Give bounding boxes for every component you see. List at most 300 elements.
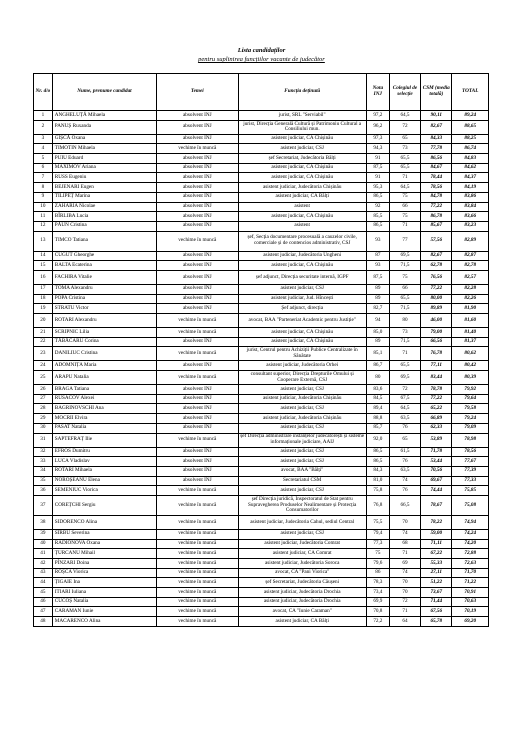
cell-basis: vechime în muncă	[157, 486, 238, 496]
cell-nr: 38	[34, 515, 53, 529]
cell-csm-average: 71,44	[421, 597, 452, 607]
cell-basis: vechime în muncă	[157, 549, 238, 559]
cell-inj-score: 86,5	[366, 457, 389, 467]
cell-inj-score: 86,5	[366, 221, 389, 231]
cell-nr: 32	[34, 447, 53, 457]
cell-inj-score: 86	[366, 568, 389, 578]
cell-basis: vechime în muncă	[157, 617, 238, 627]
cell-csm-average: 86,78	[421, 212, 452, 222]
cell-name: POPA Cristina	[52, 294, 156, 304]
cell-nr: 40	[34, 539, 53, 549]
cell-basis: absolvent INJ	[157, 202, 238, 212]
cell-csm-average: 80,00	[421, 294, 452, 304]
cell-basis: vechime în muncă	[157, 597, 238, 607]
cell-basis: absolvent INJ	[157, 294, 238, 304]
cell-csm-average: 70,56	[421, 466, 452, 476]
cell-basis: absolvent INJ	[157, 111, 238, 121]
cell-selection-board: 66,5	[389, 495, 420, 515]
cell-csm-average: 59,00	[421, 529, 452, 539]
cell-name: RUSACOV Alexei	[52, 394, 156, 404]
cell-selection-board: 68	[389, 539, 420, 549]
cell-total: 89,24	[452, 111, 489, 121]
table-row	[34, 414, 489, 424]
cell-total: 77,67	[452, 457, 489, 467]
table-row	[34, 495, 489, 515]
cell-total: 79,92	[452, 385, 489, 395]
cell-inj-score: 76,8	[366, 495, 389, 515]
cell-nr: 19	[34, 304, 53, 314]
cell-total: 80,42	[452, 361, 489, 371]
cell-inj-score: 69,9	[366, 597, 389, 607]
table-row	[34, 466, 489, 476]
cell-nr: 15	[34, 261, 53, 271]
cell-inj-score: 80	[366, 371, 389, 385]
cell-nr: 29	[34, 414, 53, 424]
cell-total: 81,40	[452, 328, 489, 338]
cell-selection-board: 70	[389, 515, 420, 529]
cell-name: TIMOTIN Mihaela	[52, 144, 156, 154]
cell-position: asistent judiciar, CA Chișinău	[238, 173, 366, 183]
cell-basis: absolvent INJ	[157, 134, 238, 144]
cell-nr: 10	[34, 202, 53, 212]
cell-total: 69,20	[452, 617, 489, 627]
cell-basis: absolvent INJ	[157, 270, 238, 284]
cell-name: PUIU Eduard	[52, 154, 156, 164]
cell-csm-average: 62,33	[421, 423, 452, 433]
cell-position: avocat, BAA "Parteneriat Academic pentru Justiție"	[238, 314, 366, 328]
cell-nr: 24	[34, 361, 53, 371]
cell-inj-score: 87	[366, 251, 389, 261]
cell-name: TOMA Alexandru	[52, 284, 156, 294]
table-row	[34, 183, 489, 193]
table-row	[34, 270, 489, 284]
cell-total: 81,90	[452, 304, 489, 314]
cell-name: PANUȘ Ruxanda	[52, 120, 156, 134]
cell-nr: 34	[34, 466, 53, 476]
table-row	[34, 486, 489, 496]
cell-position: asistent judiciar, Judecătoria Chișinău	[238, 394, 366, 404]
cell-position: Secretariatul CSM	[238, 476, 366, 486]
cell-selection-board: 69	[389, 559, 420, 569]
cell-name: MAXIMOV Ariana	[52, 163, 156, 173]
cell-name: TIMCO Tatiana	[52, 231, 156, 251]
cell-position: asistent judiciar, CSJ	[238, 423, 366, 433]
table-row	[34, 597, 489, 607]
cell-selection-board: 66	[389, 284, 420, 294]
cell-total: 82,89	[452, 231, 489, 251]
cell-total: 88,25	[452, 134, 489, 144]
cell-name: CUGUT Gheorghe	[52, 251, 156, 261]
cell-basis: absolvent INJ	[157, 476, 238, 486]
cell-total: 77,33	[452, 476, 489, 486]
cell-name: RADIONOVA Oxana	[52, 539, 156, 549]
cell-csm-average: 67,56	[421, 607, 452, 617]
cell-basis: absolvent INJ	[157, 337, 238, 347]
cell-nr: 30	[34, 423, 53, 433]
cell-selection-board: 65	[389, 134, 420, 144]
cell-selection-board: 70	[389, 578, 420, 588]
cell-name: SCRIPNIC Lilia	[52, 328, 156, 338]
cell-name: ȚURCANU Mihail	[52, 549, 156, 559]
cell-position: asistent judiciar, CA Chișinău	[238, 337, 366, 347]
cell-selection-board: 69,5	[389, 251, 420, 261]
cell-position: asistent judiciar, Jud. Hîncești	[238, 294, 366, 304]
cell-selection-board: 65,5	[389, 294, 420, 304]
cell-name: CARAMAN Iunie	[52, 607, 156, 617]
cell-position: asistent judiciar, Judecătoria Ungheni	[238, 251, 366, 261]
cell-selection-board: 64,5	[389, 183, 420, 193]
table-row	[34, 154, 489, 164]
cell-name: BALTA Ecaterina	[52, 261, 156, 271]
cell-name: ȚIGAIE Ina	[52, 578, 156, 588]
cell-nr: 31	[34, 433, 53, 447]
cell-name: BÎRLIBA Lucia	[52, 212, 156, 222]
cell-basis: vechime în muncă	[157, 144, 238, 154]
cell-nr: 28	[34, 404, 53, 414]
cell-csm-average: 66,56	[421, 337, 452, 347]
cell-position: asistent judiciar, CA Chișinău	[238, 134, 366, 144]
col-header-basis: Temei	[157, 74, 238, 111]
cell-csm-average: 79,00	[421, 328, 452, 338]
col-header-selection-board: Colegiul de selecție	[389, 74, 420, 111]
cell-position: jurist, SRL "Serviabil"	[238, 111, 366, 121]
cell-total: 78,98	[452, 433, 489, 447]
cell-nr: 2	[34, 120, 53, 134]
cell-basis: absolvent INJ	[157, 394, 238, 404]
col-header-position: Funcția deținută	[238, 74, 366, 111]
document-title: Lista candidaților	[237, 47, 286, 54]
cell-nr: 3	[34, 134, 53, 144]
cell-inj-score: 95,3	[366, 183, 389, 193]
cell-nr: 12	[34, 221, 53, 231]
cell-selection-board: 64	[389, 617, 420, 627]
cell-position: jurist, Centrul pentru Achiziții Publice Centralizate în Sănătate	[238, 347, 366, 361]
cell-csm-average: 66,89	[421, 414, 452, 424]
cell-csm-average: 55,33	[421, 559, 452, 569]
table-row	[34, 284, 489, 294]
cell-position: asistent judiciar, Judecătoria Drochia	[238, 597, 366, 607]
cell-inj-score: 75,5	[366, 515, 389, 529]
cell-inj-score: 85,1	[366, 347, 389, 361]
table-row	[34, 607, 489, 617]
table-row	[34, 212, 489, 222]
table-row	[34, 447, 489, 457]
cell-inj-score: 89	[366, 294, 389, 304]
table-row	[34, 173, 489, 183]
cell-position: asistent judiciar, CA Chișinău	[238, 212, 366, 222]
cell-nr: 23	[34, 347, 53, 361]
cell-nr: 4	[34, 144, 53, 154]
cell-basis: absolvent INJ	[157, 304, 238, 314]
cell-csm-average: 76,56	[421, 270, 452, 284]
cell-nr: 33	[34, 457, 53, 467]
cell-nr: 37	[34, 495, 53, 515]
cell-inj-score: 97,3	[366, 134, 389, 144]
cell-csm-average: 77,22	[421, 284, 452, 294]
cell-csm-average: 78,44	[421, 173, 452, 183]
cell-basis: absolvent INJ	[157, 404, 238, 414]
cell-csm-average: 57,56	[421, 231, 452, 251]
cell-position: șef, Secția documentare procesuală a cauzelor civile, comerciale și de contencios administrativ, CSJ	[238, 231, 366, 251]
cell-nr: 21	[34, 328, 53, 338]
table-row	[34, 559, 489, 569]
cell-position: asistent judiciar, CA Chișinău	[238, 261, 366, 271]
cell-position: asistent judiciar, CSJ	[238, 385, 366, 395]
cell-name: ADOMNIȚA Maria	[52, 361, 156, 371]
cell-name: SIDORENCO Alina	[52, 515, 156, 529]
table-row	[34, 578, 489, 588]
table-row	[34, 144, 489, 154]
cell-inj-score: 85,5	[366, 212, 389, 222]
cell-csm-average: 84,33	[421, 134, 452, 144]
cell-position: avocat, CA "Pani Viorica"	[238, 568, 366, 578]
cell-csm-average: 84,78	[421, 192, 452, 202]
cell-csm-average: 78,78	[421, 385, 452, 395]
cell-position: șef Direcția administrare instanțelor judecătorești și sisteme informaționale judiciare, AAIJ	[238, 433, 366, 447]
cell-nr: 11	[34, 212, 53, 222]
cell-nr: 47	[34, 607, 53, 617]
cell-nr: 16	[34, 270, 53, 284]
cell-csm-average: 71,78	[421, 447, 452, 457]
cell-inj-score: 94,3	[366, 144, 389, 154]
cell-basis: vechime în muncă	[157, 314, 238, 328]
cell-name: CUCOȘ Natalia	[52, 597, 156, 607]
cell-total: 79,24	[452, 414, 489, 424]
col-header-csm-average: CSM (media totală)	[421, 74, 452, 111]
cell-total: 74,24	[452, 529, 489, 539]
cell-basis: absolvent INJ	[157, 385, 238, 395]
cell-name: SEMENIUC Viorica	[52, 486, 156, 496]
cell-total: 86,74	[452, 144, 489, 154]
cell-inj-score: 96,2	[366, 120, 389, 134]
cell-total: 84,83	[452, 154, 489, 164]
cell-csm-average: 65,78	[421, 617, 452, 627]
cell-position: avocat, CA "Iunie Caraman"	[238, 607, 366, 617]
cell-selection-board: 65,5	[389, 154, 420, 164]
cell-total: 75,08	[452, 495, 489, 515]
cell-name: NOROȘEANU Elena	[52, 476, 156, 486]
table-row	[34, 328, 489, 338]
cell-inj-score: 86,5	[366, 192, 389, 202]
cell-inj-score: 97,2	[366, 111, 389, 121]
cell-inj-score: 86,7	[366, 361, 389, 371]
cell-nr: 18	[34, 294, 53, 304]
cell-name: MOCRII Elvira	[52, 414, 156, 424]
cell-basis: vechime în muncă	[157, 588, 238, 598]
cell-position: avocat, BAA "Bălți"	[238, 466, 366, 476]
cell-basis: absolvent INJ	[157, 212, 238, 222]
cell-total: 82,26	[452, 294, 489, 304]
cell-nr: 9	[34, 192, 53, 202]
cell-inj-score: 79,6	[366, 559, 389, 569]
cell-position: șef Direcția juridică, Inspectoratul de Stat pentru Supravegherea Produselor Nealimentare și Protecția Consumatorilor	[238, 495, 366, 515]
cell-name: MACARENCO Alina	[52, 617, 156, 627]
cell-inj-score: 81,0	[366, 476, 389, 486]
cell-nr: 25	[34, 371, 53, 385]
cell-inj-score: 72,2	[366, 617, 389, 627]
cell-total: 80,62	[452, 347, 489, 361]
table-row	[34, 347, 489, 361]
cell-basis: absolvent INJ	[157, 154, 238, 164]
cell-total: 88,65	[452, 120, 489, 134]
cell-total: 72,63	[452, 559, 489, 569]
cell-name: ROTARI Alexandru	[52, 314, 156, 328]
table-header-row	[34, 74, 489, 111]
cell-inj-score: 70,8	[366, 607, 389, 617]
cell-basis: vechime în muncă	[157, 347, 238, 361]
cell-inj-score: 75	[366, 549, 389, 559]
cell-inj-score: 88,8	[366, 414, 389, 424]
cell-selection-board: 75	[389, 270, 420, 284]
cell-csm-average: 53,89	[421, 433, 452, 447]
cell-csm-average: 77,78	[421, 144, 452, 154]
cell-name: ZAHARIA Nicolae	[52, 202, 156, 212]
cell-basis: vechime în muncă	[157, 539, 238, 549]
cell-csm-average: 69,67	[421, 476, 452, 486]
cell-total: 81,37	[452, 337, 489, 347]
cell-selection-board: 71	[389, 173, 420, 183]
cell-total: 77,39	[452, 466, 489, 476]
cell-position: asistent judiciar, Judecătoria Comrat	[238, 539, 366, 549]
table-row	[34, 192, 489, 202]
cell-basis: absolvent INJ	[157, 173, 238, 183]
cell-total: 70,63	[452, 597, 489, 607]
cell-inj-score: 85,0	[366, 328, 389, 338]
cell-position: asistent judiciar, CA Chișinău	[238, 328, 366, 338]
cell-inj-score: 75,8	[366, 486, 389, 496]
cell-csm-average: 62,78	[421, 261, 452, 271]
cell-nr: 22	[34, 337, 53, 347]
cell-csm-average: 74,44	[421, 486, 452, 496]
cell-inj-score: 92,0	[366, 433, 389, 447]
cell-nr: 17	[34, 284, 53, 294]
cell-nr: 13	[34, 231, 53, 251]
cell-name: ITIARI Iuliana	[52, 588, 156, 598]
cell-total: 74,94	[452, 515, 489, 529]
cell-inj-score: 91	[366, 154, 389, 164]
cell-csm-average: 86,56	[421, 154, 452, 164]
cell-total: 79,58	[452, 404, 489, 414]
table-row	[34, 337, 489, 347]
cell-csm-average: 77,11	[421, 361, 452, 371]
cell-position: asistent judiciar, CSJ	[238, 144, 366, 154]
cell-basis: vechime în muncă	[157, 568, 238, 578]
cell-position: asistent judiciar, CSJ	[238, 404, 366, 414]
cell-selection-board: 74	[389, 568, 420, 578]
cell-name: GÎȘCĂ Oxana	[52, 134, 156, 144]
cell-position: Șef adjunct, direcția	[238, 304, 366, 314]
cell-name: TILIPEȚ Marina	[52, 192, 156, 202]
cell-nr: 8	[34, 183, 53, 193]
cell-total: 70,91	[452, 588, 489, 598]
cell-position: asistent judiciar, Judecătoria Chișinău	[238, 183, 366, 193]
cell-selection-board: 67,5	[389, 394, 420, 404]
cell-csm-average: 77,22	[421, 202, 452, 212]
cell-inj-score: 92	[366, 202, 389, 212]
cell-selection-board: 71	[389, 549, 420, 559]
table-row	[34, 617, 489, 627]
cell-selection-board: 74	[389, 476, 420, 486]
table-row	[34, 202, 489, 212]
cell-name: BRAGA Tatiana	[52, 385, 156, 395]
cell-basis: absolvent INJ	[157, 284, 238, 294]
cell-position: asistent judiciar, CA Bălți	[238, 192, 366, 202]
col-header-name: Nume, prenume candidat	[52, 74, 156, 111]
cell-basis: vechime în muncă	[157, 529, 238, 539]
cell-name: PASAT Natalia	[52, 423, 156, 433]
cell-total: 78,56	[452, 447, 489, 457]
cell-inj-score: 91	[366, 173, 389, 183]
cell-basis: vechime în muncă	[157, 578, 238, 588]
cell-inj-score: 87,5	[366, 270, 389, 284]
cell-selection-board: 72	[389, 120, 420, 134]
table-row	[34, 588, 489, 598]
cell-selection-board: 76	[389, 486, 420, 496]
cell-nr: 14	[34, 251, 53, 261]
cell-name: FACHIRA Vitalie	[52, 270, 156, 284]
cell-nr: 45	[34, 588, 53, 598]
cell-name: PĂUN Cristina	[52, 221, 156, 231]
cell-inj-score: 86,5	[366, 447, 389, 457]
cell-name: ROȘCA Viorica	[52, 568, 156, 578]
cell-position: asistent judiciar, Judecătoria Drochia	[238, 588, 366, 598]
table-row	[34, 568, 489, 578]
cell-total: 83,86	[452, 192, 489, 202]
cell-name: ANGHELUȚĂ Mihaela	[52, 111, 156, 121]
cell-selection-board: 73	[389, 144, 420, 154]
cell-total: 83,23	[452, 221, 489, 231]
cell-selection-board: 65,5	[389, 361, 420, 371]
cell-nr: 20	[34, 314, 53, 328]
cell-name: ROTARI Mihaela	[52, 466, 156, 476]
cell-nr: 41	[34, 549, 53, 559]
cell-selection-board: 61,5	[389, 447, 420, 457]
table-row	[34, 394, 489, 404]
cell-basis: vechime în muncă	[157, 495, 238, 515]
cell-basis: absolvent INJ	[157, 221, 238, 231]
cell-basis: vechime în muncă	[157, 559, 238, 569]
cell-selection-board: 63,5	[389, 414, 420, 424]
cell-selection-board: 73	[389, 328, 420, 338]
table-row	[34, 120, 489, 134]
cell-name: TĂBĂCARU Corina	[52, 337, 156, 347]
cell-selection-board: 65,5	[389, 163, 420, 173]
cell-basis: vechime în muncă	[157, 328, 238, 338]
cell-basis: absolvent INJ	[157, 163, 238, 173]
cell-position: consultant superior, Direcția Drepturile Omului și Cooperare Externă, CSJ	[238, 371, 366, 385]
cell-nr: 39	[34, 529, 53, 539]
table-row	[34, 231, 489, 251]
cell-total: 83,84	[452, 202, 489, 212]
cell-basis: absolvent INJ	[157, 423, 238, 433]
table-row	[34, 111, 489, 121]
cell-total: 84,62	[452, 163, 489, 173]
cell-nr: 1	[34, 111, 53, 121]
cell-csm-average: 78,56	[421, 183, 452, 193]
table-row	[34, 361, 489, 371]
document-subtitle: pentru suplinirea funcțiilor vacante de judecător	[198, 56, 325, 63]
cell-selection-board: 75	[389, 212, 420, 222]
cell-total: 79,64	[452, 394, 489, 404]
cell-nr: 6	[34, 163, 53, 173]
cell-total: 82,28	[452, 284, 489, 294]
cell-inj-score: 85,7	[366, 423, 389, 433]
cell-nr: 5	[34, 154, 53, 164]
cell-total: 82,78	[452, 261, 489, 271]
cell-csm-average: 89,89	[421, 304, 452, 314]
table-row	[34, 294, 489, 304]
cell-nr: 46	[34, 597, 53, 607]
